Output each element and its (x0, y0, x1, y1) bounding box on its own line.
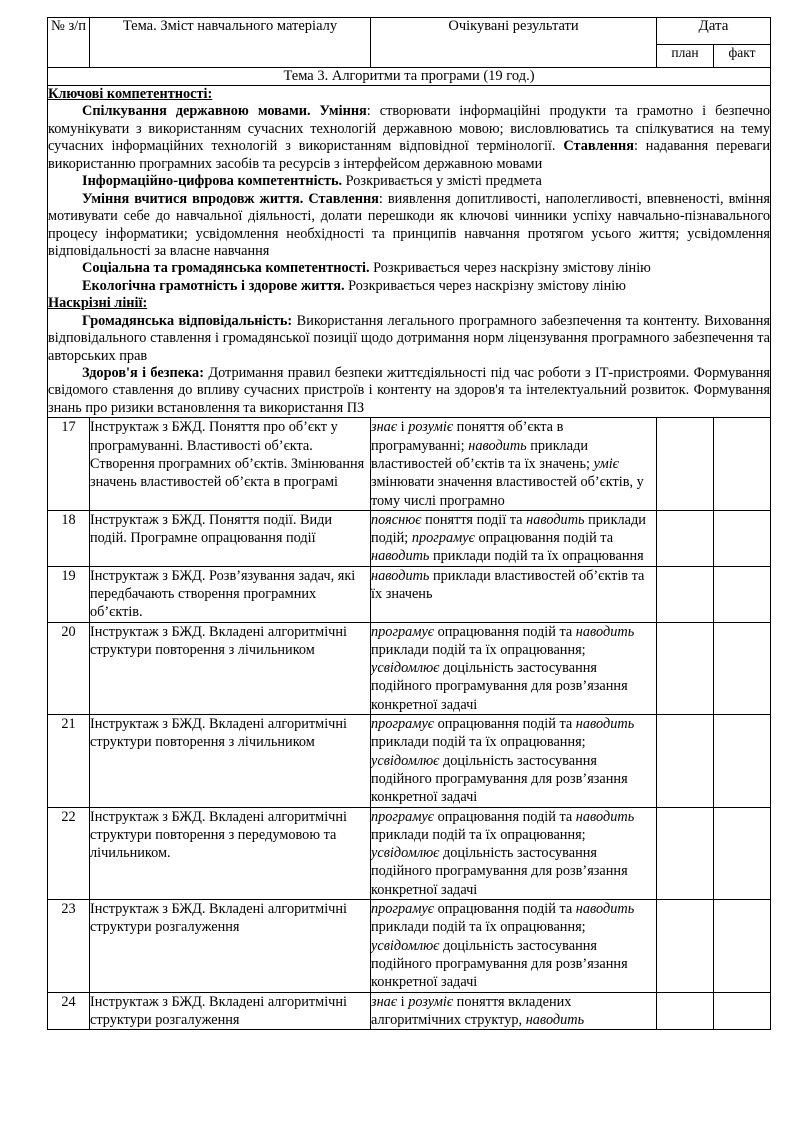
expected-results: наводить приклади властивостей об’єктів та їх значень (371, 566, 657, 622)
lesson-theme: Інструктаж з БЖД. Вкладені алгоритмічні структури повторення з лічильником (90, 622, 371, 714)
lesson-theme: Інструктаж з БЖД. Вкладені алгоритмічні структури повторення з передумовою та лічильником. (90, 807, 371, 899)
lesson-theme: Інструктаж з БЖД. Вкладені алгоритмічні структури повторення з лічильником (90, 715, 371, 807)
date-plan-cell[interactable] (657, 807, 714, 899)
table-header-row (48, 18, 771, 45)
expected-results: програмує опрацювання подій та наводить приклади подій та їх опрацювання; усвідомлює доцільність застосування подійного програмування для розв’язання конкретної задачі (371, 622, 657, 714)
lesson-theme: Інструктаж з БЖД. Вкладені алгоритмічні структури розгалуження (90, 900, 371, 992)
lesson-number: 19 (48, 566, 90, 622)
topic-band: Тема 3. Алгоритми та програми (19 год.) (48, 68, 771, 86)
table-row (48, 992, 771, 1030)
competency-digital: Інформаційно-цифрова компетентність. Розкривається у змісті предмета (82, 173, 542, 190)
competencies-row (48, 86, 771, 418)
competency-social-civic: Соціальна та громадянська компетентності. Розкривається через наскрізну змістову лінію (82, 260, 651, 277)
lesson-number: 24 (48, 992, 90, 1030)
table-row (48, 418, 771, 510)
date-plan-cell[interactable] (657, 622, 714, 714)
date-fact-cell[interactable] (714, 900, 771, 992)
date-fact-cell[interactable] (714, 566, 771, 622)
lesson-plan-table (47, 17, 771, 1030)
lesson-number: 20 (48, 622, 90, 714)
lesson-theme: Інструктаж з БЖД. Поняття про об’єкт у програмуванні. Властивості об’єкта. Створення програмних об’єктів. Змінювання значень властивостей об’єкта в програмі (90, 418, 371, 510)
lesson-number: 18 (48, 510, 90, 566)
crossline-health-safety: Здоров'я і безпека: Дотримання правил безпеки життєдіяльності під час роботи з ІТ-пристроями. Формування свідомого ставлення до впливу сучасних пристроїв і контенту на здоров'я та інтелектуальний розвиток. Формування знань про ризики встановлення та використання ПЗ (48, 365, 770, 416)
lesson-theme: Інструктаж з БЖД. Розв’язування задач, які передбачають створення програмних об’єктів. (90, 566, 371, 622)
lesson-theme: Інструктаж з БЖД. Поняття події. Види подій. Програмне опрацювання події (90, 510, 371, 566)
crossline-civic-responsibility: Громадянська відповідальність: Використання легального програмного забезпечення та контенту. Виховання відповідального ставлення і громадянської позиції щодо дотримання норм ліцензування програмного забезпечення та авторських прав (48, 312, 770, 364)
expected-results: програмує опрацювання подій та наводить приклади подій та їх опрацювання; усвідомлює доцільність застосування подійного програмування для розв’язання конкретної задачі (371, 900, 657, 992)
cross-lines-heading: Наскрізні лінії: (48, 295, 148, 312)
date-fact-cell[interactable] (714, 992, 771, 1030)
date-plan-cell[interactable] (657, 900, 714, 992)
date-fact-cell[interactable] (714, 807, 771, 899)
lesson-number: 21 (48, 715, 90, 807)
table-row (48, 566, 771, 622)
date-plan-cell[interactable] (657, 715, 714, 807)
lesson-number: 23 (48, 900, 90, 992)
expected-results: пояснює поняття події та наводить приклади подій; програмує опрацювання подій та наводить приклади подій та їх опрацювання (371, 510, 657, 566)
date-fact-cell[interactable] (714, 715, 771, 807)
date-plan-cell[interactable] (657, 992, 714, 1030)
header-theme: Тема. Зміст навчального матеріалу (90, 18, 371, 68)
key-competencies-heading: Ключові компетентності: (48, 86, 213, 102)
expected-results: програмує опрацювання подій та наводить приклади подій та їх опрацювання; усвідомлює доцільність застосування подійного програмування для розв’язання конкретної задачі (371, 715, 657, 807)
expected-results: знає і розуміє поняття об’єкта в програмуванні; наводить приклади властивостей об’єктів та їх значень; уміє змінювати значення властивостей об’єктів, у тому числі програмно (371, 418, 657, 510)
competencies-block (48, 86, 771, 418)
header-plan: план (657, 45, 714, 68)
header-fact: факт (714, 45, 771, 68)
header-num: № з/п (48, 18, 90, 68)
header-results: Очікувані результати (371, 18, 657, 68)
table-row (48, 715, 771, 807)
date-fact-cell[interactable] (714, 622, 771, 714)
date-fact-cell[interactable] (714, 510, 771, 566)
competency-ecological: Екологічна грамотність і здорове життя. Розкривається через наскрізну змістову лінію (82, 277, 626, 294)
date-plan-cell[interactable] (657, 510, 714, 566)
header-date: Дата (657, 18, 771, 45)
date-fact-cell[interactable] (714, 418, 771, 510)
expected-results: програмує опрацювання подій та наводить приклади подій та їх опрацювання; усвідомлює доцільність застосування подійного програмування для розв’язання конкретної задачі (371, 807, 657, 899)
table-row (48, 510, 771, 566)
table-row (48, 622, 771, 714)
lesson-number: 22 (48, 807, 90, 899)
competency-lifelong-learning: Уміння вчитися впродовж життя. Ставлення: виявлення допитливості, наполегливості, впевненості, вміння мотивувати себе до навчальної діяльності, долати перешкоди як ключові чинники успіху навчально-пізнавального процесу інформатики; усвідомлення необхідності та принципів навчання протягом усього життя; усвідомлення відповідальності за власне навчання (48, 190, 770, 259)
competency-state-language: Спілкування державною мовами. Уміння: створювати інформаційні продукти та грамотно і безпечно комунікувати з використанням сучасних технологій державною мовою; висловлюватись та спілкуватися на тему сучасних інформаційних технологій з використанням відповідної термінології. Ставлення: надавання переваги використанню програмних засобів та ресурсів з інтерфейсом державною мовами (48, 103, 770, 172)
lesson-number: 17 (48, 418, 90, 510)
expected-results: знає і розуміє поняття вкладених алгоритмічних структур, наводить (371, 992, 657, 1030)
table-row (48, 900, 771, 992)
date-plan-cell[interactable] (657, 566, 714, 622)
lesson-theme: Інструктаж з БЖД. Вкладені алгоритмічні структури розгалуження (90, 992, 371, 1030)
table-row (48, 807, 771, 899)
date-plan-cell[interactable] (657, 418, 714, 510)
topic-band-row (48, 68, 771, 86)
